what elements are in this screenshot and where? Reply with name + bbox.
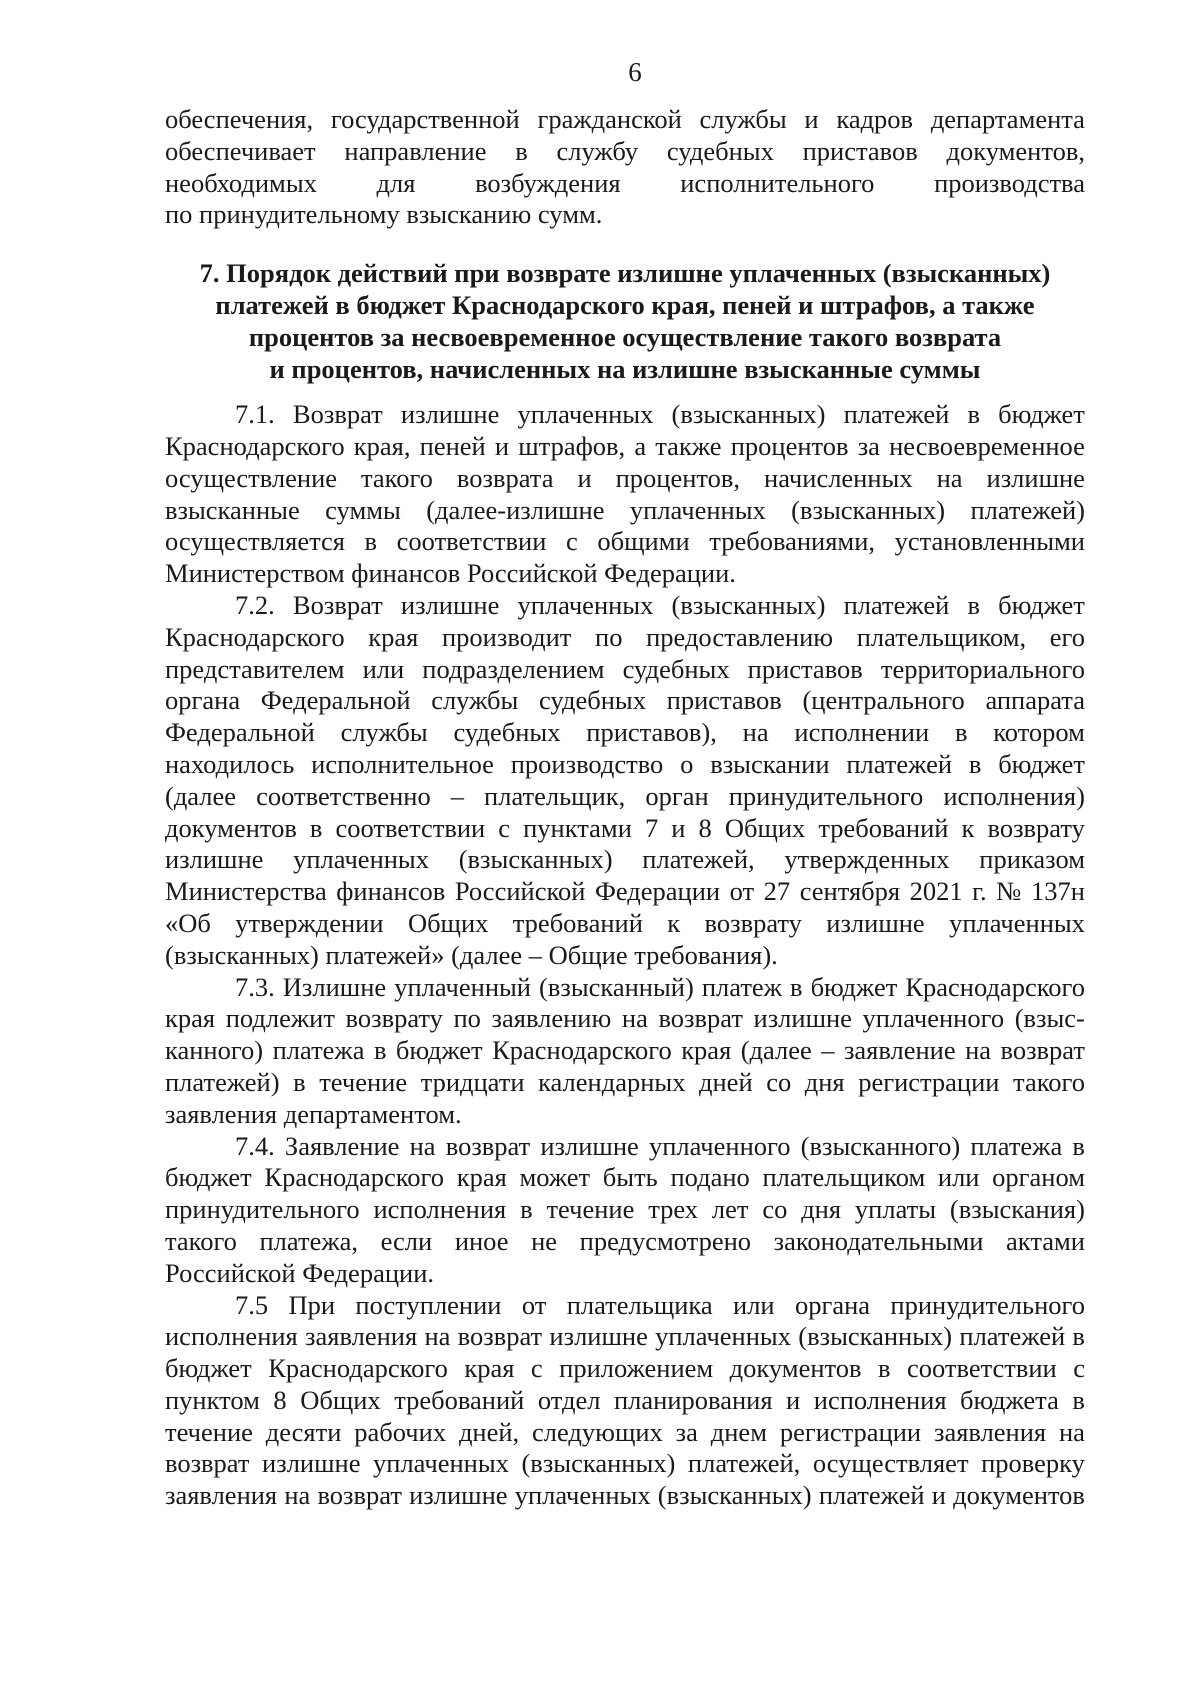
paragraph-line: 7.3. Излишне уплаченный (взысканный) платеж в бюджет Краснодарского — [235, 971, 1085, 1002]
paragraph-line: канного) платежа в бюджет Краснодарского края (далее – заявление на возврат — [165, 1035, 1085, 1066]
paragraph-line: возврат излишне уплаченных (взысканных) платежей, осуществляет проверку — [165, 1448, 1085, 1479]
paragraph-line: Министерства финансов Российской Федерации от 27 сентября 2021 г. № 137н — [165, 876, 1085, 907]
paragraph-7-2 — [165, 590, 1085, 972]
paragraph-line: (взысканных) платежей» (далее – Общие требования). — [165, 939, 778, 970]
paragraph-line: Министерством финансов Российской Федерации. — [165, 558, 736, 589]
paragraph-line: бюджет Краснодарского края с приложением документов в соответствии с — [165, 1353, 1085, 1384]
paragraph-line: (далее соответственно – плательщик, орган принудительного исполнения) — [165, 780, 1085, 811]
paragraph-line: представителем или подразделением судебных приставов территориального — [165, 653, 1085, 684]
paragraph-line: такого платежа, если иное не предусмотрено законодательными актами — [165, 1225, 1085, 1256]
paragraph-7-1 — [165, 399, 1085, 590]
paragraphs — [165, 399, 1085, 1512]
paragraph-line: бюджет Краснодарского края может быть подано плательщиком или органом — [165, 1162, 1085, 1193]
paragraph-line: находилось исполнительное производство о взыскании платежей в бюджет — [165, 748, 1085, 779]
paragraph-line: Российской Федерации. — [165, 1257, 434, 1288]
paragraph-line: документов в соответствии с пунктами 7 и 8 Общих требований к возврату — [165, 812, 1085, 843]
heading-line: и процентов, начисленных на излишне взысканные суммы — [269, 354, 981, 385]
paragraph-line: осуществление такого возврата и процентов, начисленных на излишне — [165, 462, 1085, 493]
paragraph-line: органа Федеральной службы судебных приставов (центрального аппарата — [165, 685, 1085, 716]
paragraph-line: края подлежит возврату по заявлению на возврат излишне уплаченного (взыс- — [165, 1003, 1085, 1034]
document-body — [165, 104, 1085, 1512]
intro-line: необходимых для возбуждения исполнительного производства — [165, 167, 1085, 198]
paragraph-7-4 — [165, 1131, 1085, 1290]
paragraph-line: течение десяти рабочих дней, следующих за днем регистрации заявления на — [165, 1416, 1085, 1447]
paragraph-line: 7.5 При поступлении от плательщика или органа принудительного — [235, 1289, 1085, 1320]
heading-line: 7. Порядок действий при возврате излишне уплаченных (взысканных) — [199, 258, 1051, 289]
paragraph-line: 7.2. Возврат излишне уплаченных (взысканных) платежей в бюджет — [235, 589, 1085, 620]
intro-paragraph — [165, 104, 1085, 231]
heading-line: платежей в бюджет Краснодарского края, пеней и штрафов, а также — [215, 290, 1035, 321]
paragraph-line: «Об утверждении Общих требований к возврату излишне уплаченных — [165, 907, 1085, 938]
paragraph-7-3 — [165, 972, 1085, 1131]
intro-line: обеспечения, государственной гражданской службы и кадров департамента — [165, 104, 1085, 134]
paragraph-line: 7.4. Заявление на возврат излишне уплаченного (взысканного) платежа в — [235, 1130, 1085, 1161]
paragraph-line: осуществляется в соответствии с общими требованиями, установленными — [165, 526, 1085, 557]
page-number: 6 — [628, 57, 642, 87]
intro-line: обеспечивает направление в службу судебных приставов документов, — [165, 135, 1085, 166]
paragraph-7-5 — [165, 1290, 1085, 1513]
paragraph-line: Краснодарского края производит по предоставлению плательщиком, его — [165, 621, 1085, 652]
heading-line: процентов за несвоевременное осуществление такого возврата — [248, 322, 1002, 353]
paragraph-line: 7.1. Возврат излишне уплаченных (взысканных) платежей в бюджет — [235, 399, 1085, 430]
paragraph-line: взысканные суммы (далее-излишне уплаченных (взысканных) платежей) — [165, 494, 1085, 525]
paragraph-line: платежей) в течение тридцати календарных дней со дня регистрации такого — [165, 1066, 1085, 1097]
paragraph-line: заявления департаментом. — [165, 1098, 462, 1129]
intro-line: по принудительному взысканию сумм. — [165, 199, 603, 230]
section-heading — [165, 257, 1085, 385]
paragraph-line: исполнения заявления на возврат излишне уплаченных (взысканных) платежей в — [165, 1321, 1085, 1352]
paragraph-line: Федеральной службы судебных приставов), на исполнении в котором — [165, 717, 1085, 748]
paragraph-line: заявления на возврат излишне уплаченных (взысканных) платежей и документов — [165, 1480, 1085, 1511]
paragraph-line: излишне уплаченных (взысканных) платежей, утвержденных приказом — [165, 844, 1085, 875]
paragraph-line: Краснодарского края, пеней и штрафов, а также процентов за несвоевременное — [165, 430, 1085, 461]
paragraph-line: принудительного исполнения в течение трех лет со дня уплаты (взыскания) — [165, 1194, 1085, 1225]
paragraph-line: пунктом 8 Общих требований отдел планирования и исполнения бюджета в — [165, 1384, 1085, 1415]
